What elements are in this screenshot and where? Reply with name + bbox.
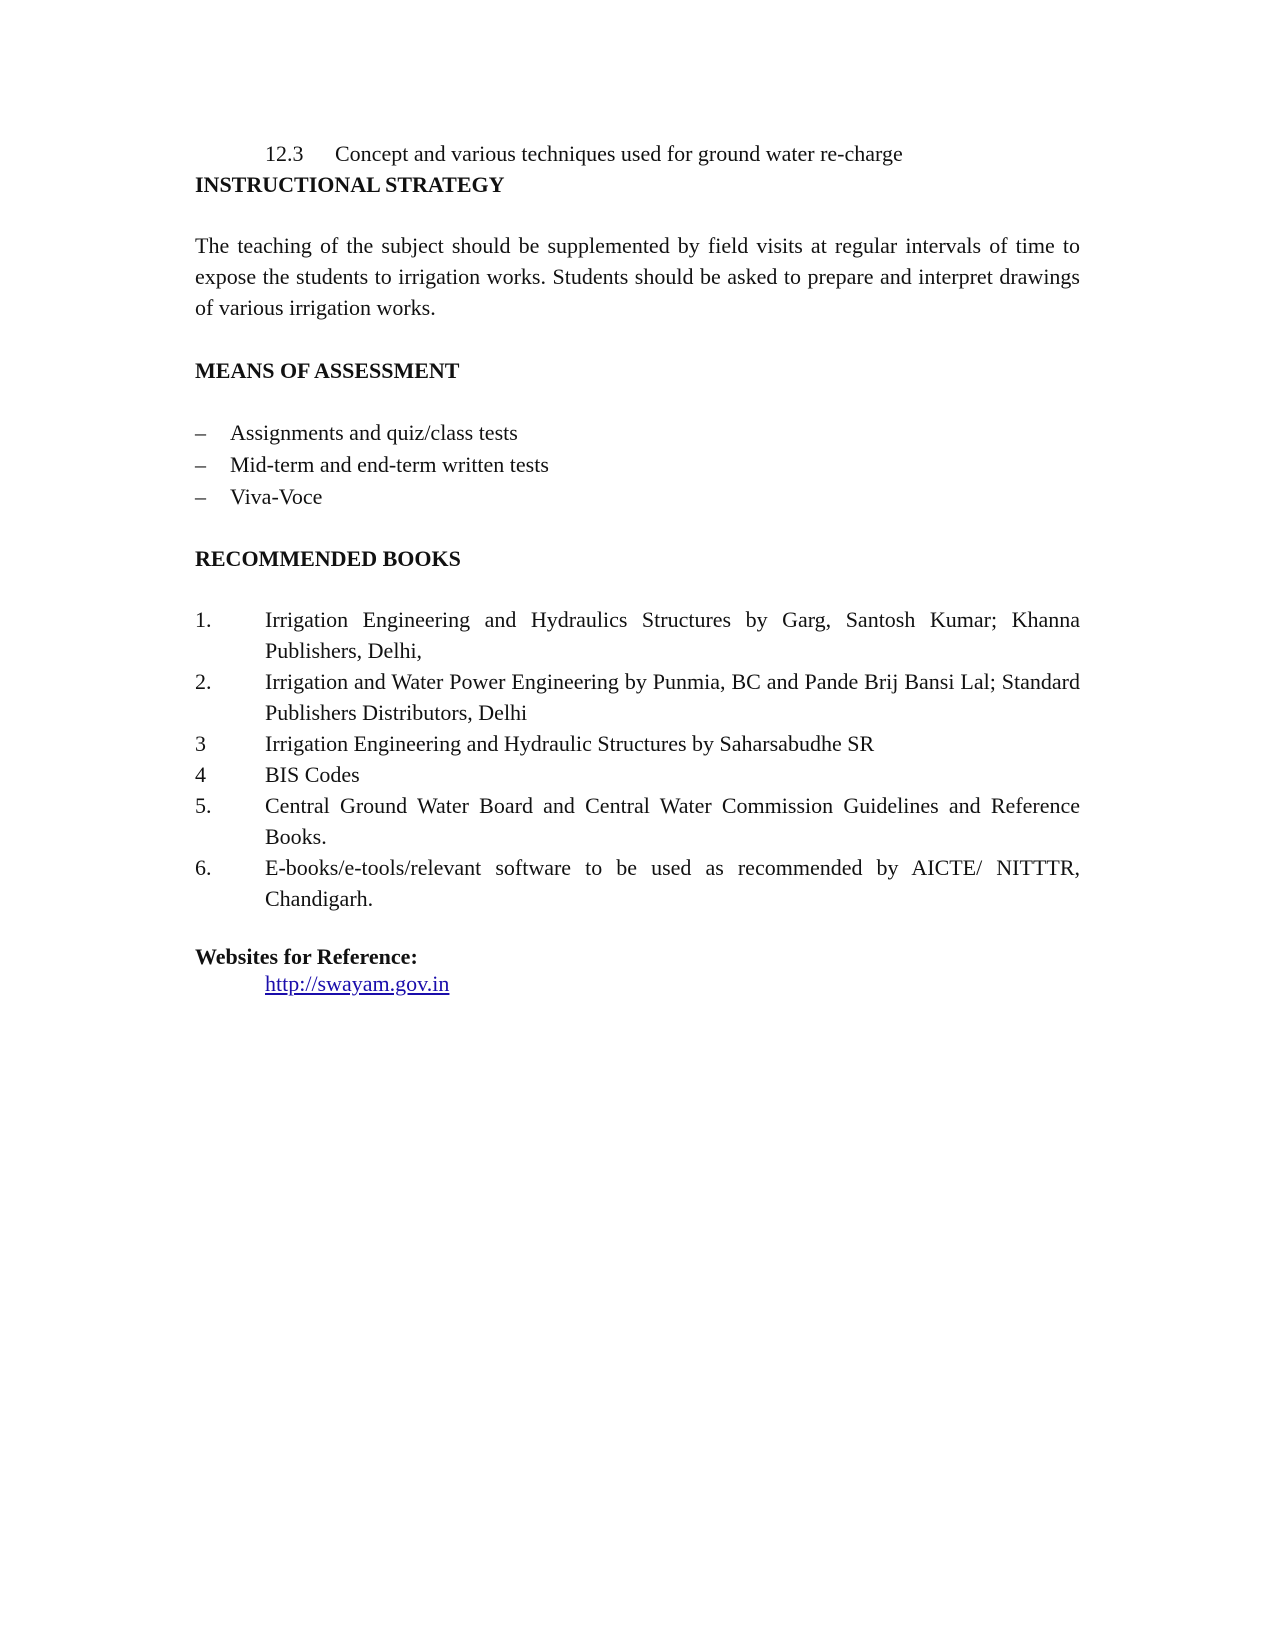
means-of-assessment-heading: MEANS OF ASSESSMENT [195, 358, 460, 383]
list-item [195, 481, 1080, 513]
book-text: BIS Codes [265, 762, 360, 787]
topic-text: Concept and various techniques used for ground water re-charge [335, 141, 903, 166]
instructional-strategy-heading: INSTRUCTIONAL STRATEGY [195, 172, 505, 197]
list-item [195, 728, 1080, 759]
book-number: 6. [195, 855, 212, 880]
book-text: Central Ground Water Board and Central Water Commission Guidelines and Reference Books. [265, 793, 1080, 849]
book-number: 2. [195, 669, 212, 694]
book-number: 3 [195, 731, 206, 756]
list-item [195, 604, 1080, 666]
topic-12-3 [195, 138, 1080, 169]
book-number: 5. [195, 793, 212, 818]
list-item [195, 790, 1080, 852]
list-item-text: Viva-Voce [230, 484, 323, 509]
book-text: Irrigation Engineering and Hydraulics Structures by Garg, Santosh Kumar; Khanna Publishers, Delhi, [265, 607, 1080, 663]
list-item [195, 666, 1080, 728]
book-text: Irrigation Engineering and Hydraulic Structures by Saharsabudhe SR [265, 731, 875, 756]
list-item [195, 417, 1080, 449]
list-item-text: Mid-term and end-term written tests [230, 452, 549, 477]
list-item [195, 449, 1080, 481]
websites-heading: Websites for Reference: [195, 944, 418, 969]
list-item-text: Assignments and quiz/class tests [230, 420, 518, 445]
topic-number: 12.3 [265, 141, 304, 166]
instructional-strategy-paragraph: The teaching of the subject should be supplemented by field visits at regular intervals of time to expose the students to irrigation works. Students should be asked to prepare and interpret drawings of various irrigation works. [195, 233, 1080, 320]
dash-bullet: – [195, 452, 206, 477]
books-list [195, 604, 1080, 914]
dash-bullet: – [195, 484, 206, 509]
website-row [195, 968, 449, 999]
list-item [195, 759, 1080, 790]
book-number: 4 [195, 762, 206, 787]
swayam-link[interactable]: http://swayam.gov.in [265, 971, 450, 996]
recommended-books-heading: RECOMMENDED BOOKS [195, 546, 461, 571]
list-item [195, 852, 1080, 914]
link-indent [195, 968, 265, 999]
assessment-list [195, 417, 1080, 513]
book-number: 1. [195, 607, 212, 632]
dash-bullet: – [195, 420, 206, 445]
book-text: E-books/e-tools/relevant software to be used as recommended by AICTE/ NITTTR, Chandigarh. [265, 855, 1080, 911]
book-text: Irrigation and Water Power Engineering by Punmia, BC and Pande Brij Bansi Lal; Standard Publishers Distributors, Delhi [265, 669, 1080, 725]
